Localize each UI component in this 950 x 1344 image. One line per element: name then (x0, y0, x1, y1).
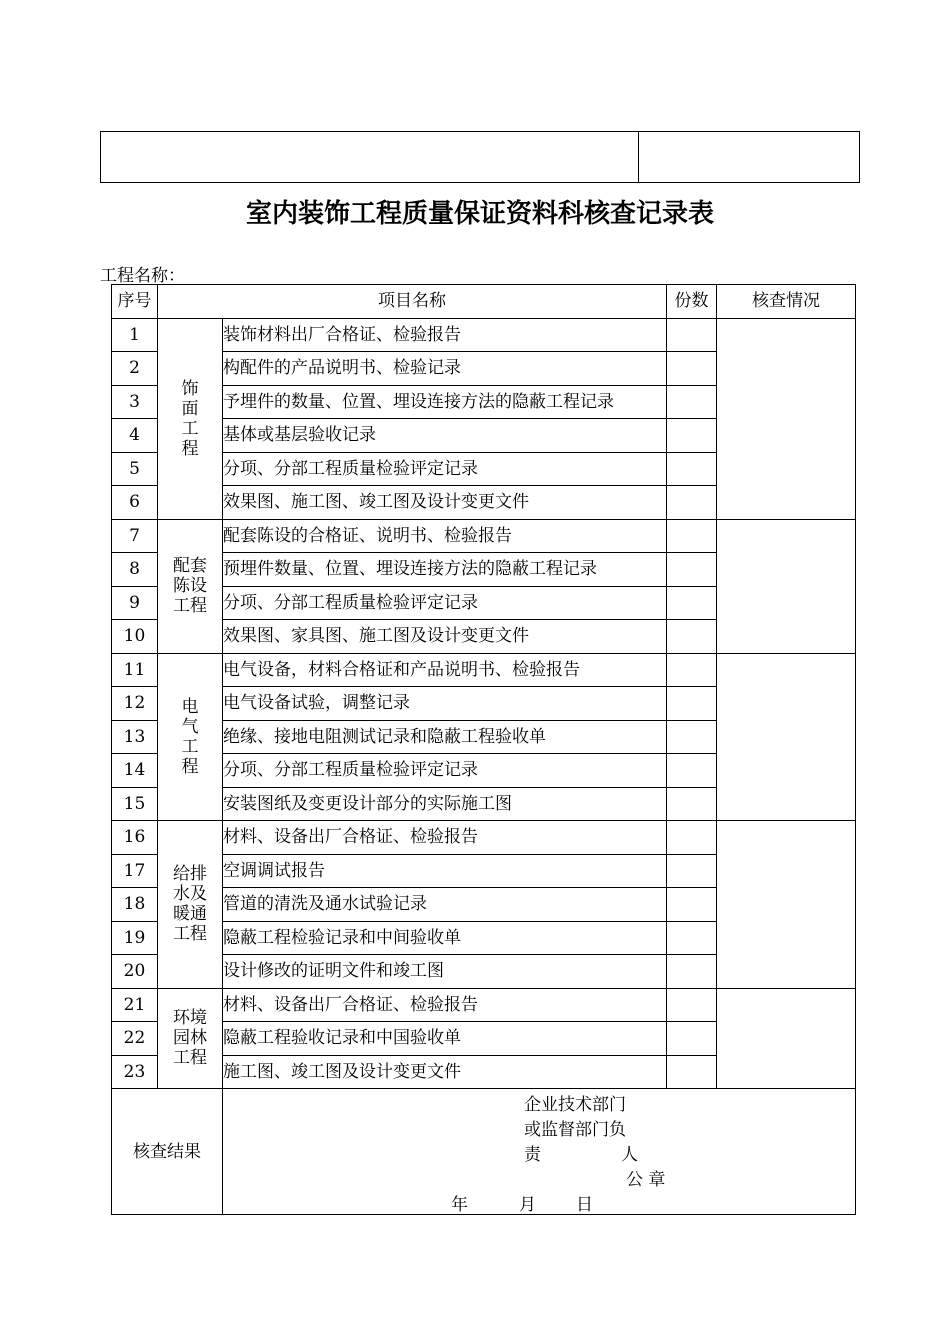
row-item-name: 材料、设备出厂合格证、检验报告 (223, 988, 667, 1022)
row-seq: 15 (112, 787, 158, 821)
row-copies-cell[interactable] (667, 921, 717, 955)
group-check-cell[interactable] (717, 821, 856, 989)
row-copies-cell[interactable] (667, 687, 717, 721)
row-item-name: 分项、分部工程质量检验评定记录 (223, 754, 667, 788)
group-check-cell[interactable] (717, 318, 856, 519)
group-check-cell[interactable] (717, 653, 856, 821)
row-item-name: 安装图纸及变更设计部分的实际施工图 (223, 787, 667, 821)
row-copies-cell[interactable] (667, 1022, 717, 1056)
header-info-box (100, 131, 860, 183)
group-name (158, 988, 223, 1089)
group-name-line: 程 (181, 438, 199, 459)
row-item-name: 预埋件数量、位置、埋设连接方法的隐蔽工程记录 (223, 553, 667, 587)
row-seq: 23 (112, 1055, 158, 1089)
header-item: 项目名称 (158, 285, 667, 319)
row-seq: 8 (112, 553, 158, 587)
row-seq: 21 (112, 988, 158, 1022)
row-item-name: 效果图、家具图、施工图及设计变更文件 (223, 620, 667, 654)
row-copies-cell[interactable] (667, 553, 717, 587)
date-month: 月 (519, 1195, 536, 1215)
row-seq: 16 (112, 821, 158, 855)
row-copies-cell[interactable] (667, 519, 717, 553)
row-seq: 20 (112, 955, 158, 989)
row-seq: 9 (112, 586, 158, 620)
group-name-line: 电 (181, 696, 199, 717)
table-row (112, 519, 856, 553)
row-copies-cell[interactable] (667, 352, 717, 386)
row-item-name: 电气设备，材料合格证和产品说明书、检验报告 (223, 653, 667, 687)
table-row (112, 821, 856, 855)
group-name-line: 环境 (173, 1008, 207, 1029)
row-copies-cell[interactable] (667, 486, 717, 520)
row-seq: 1 (112, 318, 158, 352)
row-item-name: 配套陈设的合格证、说明书、检验报告 (223, 519, 667, 553)
sign-line-2: 或监督部门负 (524, 1120, 626, 1140)
row-item-name: 隐蔽工程验收记录和中国验收单 (223, 1022, 667, 1056)
group-name (158, 653, 223, 821)
row-seq: 14 (112, 754, 158, 788)
row-item-name: 施工图、竣工图及设计变更文件 (223, 1055, 667, 1089)
project-name-label: 工程名称： (100, 266, 185, 286)
row-copies-cell[interactable] (667, 620, 717, 654)
row-copies-cell[interactable] (667, 452, 717, 486)
date-day: 日 (576, 1195, 593, 1215)
group-name-line: 园林 (173, 1028, 207, 1049)
row-item-name: 电气设备试验，调整记录 (223, 687, 667, 721)
row-seq: 4 (112, 419, 158, 453)
row-copies-cell[interactable] (667, 385, 717, 419)
row-copies-cell[interactable] (667, 1055, 717, 1089)
document-title: 室内装饰工程质量保证资料科核查记录表 (245, 199, 714, 229)
row-seq: 11 (112, 653, 158, 687)
seal-label: 公 章 (626, 1170, 666, 1190)
row-copies-cell[interactable] (667, 586, 717, 620)
row-item-name: 材料、设备出厂合格证、检验报告 (223, 821, 667, 855)
group-name-line: 暖通 (173, 904, 207, 925)
group-name (158, 318, 223, 519)
group-name-line: 给排 (173, 864, 207, 885)
header-seq: 序号 (112, 285, 158, 319)
row-copies-cell[interactable] (667, 988, 717, 1022)
table-header-row (112, 285, 856, 319)
row-item-name: 绝缘、接地电阻测试记录和隐蔽工程验收单 (223, 720, 667, 754)
row-item-name: 隐蔽工程检验记录和中间验收单 (223, 921, 667, 955)
row-copies-cell[interactable] (667, 720, 717, 754)
row-seq: 6 (112, 486, 158, 520)
row-item-name: 管道的清洗及通水试验记录 (223, 888, 667, 922)
row-item-name: 效果图、施工图、竣工图及设计变更文件 (223, 486, 667, 520)
header-copies: 份数 (667, 285, 717, 319)
table-row (112, 318, 856, 352)
row-seq: 19 (112, 921, 158, 955)
group-name-line: 工程 (173, 1048, 207, 1069)
row-copies-cell[interactable] (667, 854, 717, 888)
group-name-line: 工 (181, 736, 199, 757)
row-item-name: 予埋件的数量、位置、埋设连接方法的隐蔽工程记录 (223, 385, 667, 419)
group-name (158, 821, 223, 989)
row-seq: 3 (112, 385, 158, 419)
sign-line-1: 企业技术部门 (524, 1095, 626, 1115)
group-name-line: 面 (181, 398, 199, 419)
row-seq: 22 (112, 1022, 158, 1056)
row-seq: 17 (112, 854, 158, 888)
row-item-name: 构配件的产品说明书、检验记录 (223, 352, 667, 386)
row-copies-cell[interactable] (667, 754, 717, 788)
row-copies-cell[interactable] (667, 653, 717, 687)
result-label: 核查结果 (112, 1089, 223, 1215)
group-check-cell[interactable] (717, 988, 856, 1089)
sign-line-3a: 责 (524, 1145, 541, 1165)
row-copies-cell[interactable] (667, 419, 717, 453)
row-item-name: 设计修改的证明文件和竣工图 (223, 955, 667, 989)
row-copies-cell[interactable] (667, 787, 717, 821)
row-item-name: 装饰材料出厂合格证、检验报告 (223, 318, 667, 352)
row-seq: 5 (112, 452, 158, 486)
date-year: 年 (451, 1195, 468, 1215)
header-box-divider (638, 132, 639, 182)
row-copies-cell[interactable] (667, 955, 717, 989)
group-name (158, 519, 223, 653)
row-seq: 7 (112, 519, 158, 553)
group-name-line: 水及 (173, 884, 207, 905)
group-check-cell[interactable] (717, 519, 856, 653)
group-name-line: 程 (181, 756, 199, 777)
header-check: 核查情况 (717, 285, 856, 319)
group-name-line: 饰 (181, 378, 199, 399)
group-name-line: 工 (181, 418, 199, 439)
check-record-table (111, 284, 856, 1215)
row-seq: 2 (112, 352, 158, 386)
group-name-line: 陈设 (173, 576, 207, 596)
row-seq: 10 (112, 620, 158, 654)
row-item-name: 分项、分部工程质量检验评定记录 (223, 452, 667, 486)
row-copies-cell[interactable] (667, 318, 717, 352)
row-seq: 13 (112, 720, 158, 754)
row-item-name: 空调调试报告 (223, 854, 667, 888)
sign-line-3b: 人 (621, 1145, 638, 1165)
row-copies-cell[interactable] (667, 888, 717, 922)
table-row (112, 653, 856, 687)
row-seq: 18 (112, 888, 158, 922)
row-item-name: 基体或基层验收记录 (223, 419, 667, 453)
group-name-line: 工程 (173, 924, 207, 945)
result-row (112, 1089, 856, 1215)
row-seq: 12 (112, 687, 158, 721)
row-copies-cell[interactable] (667, 821, 717, 855)
result-signature-area[interactable] (223, 1089, 856, 1215)
group-name-line: 气 (181, 716, 199, 737)
group-name-line: 配套 (173, 556, 207, 576)
group-name-line: 工程 (173, 596, 207, 616)
table-row (112, 988, 856, 1022)
row-item-name: 分项、分部工程质量检验评定记录 (223, 586, 667, 620)
